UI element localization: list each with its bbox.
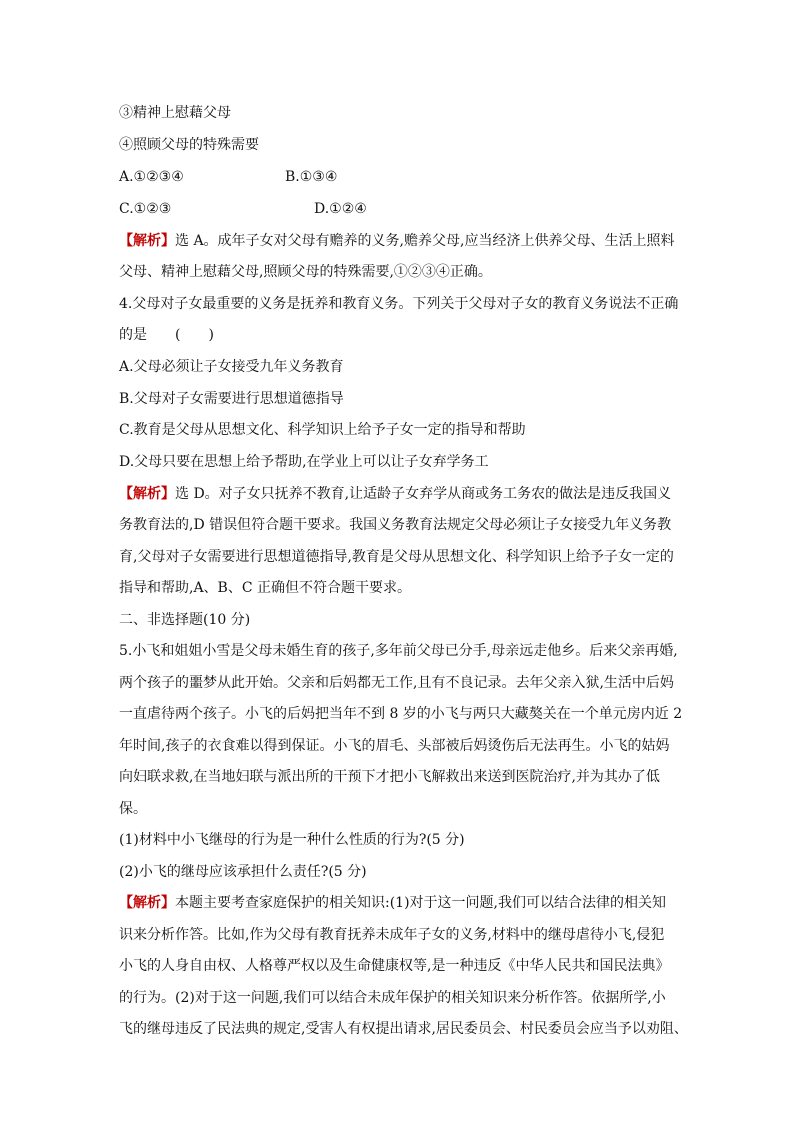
- section-2-heading: 二、非选择题(10 分): [119, 612, 251, 628]
- q5-sub-question-1: (1)材料中小飞继母的行为是一种什么性质的行为?(5 分): [119, 832, 465, 848]
- q5-stem-line-4: 年时间,孩子的衣食难以得到保证。小飞的眉毛、头部被后妈烫伤后无法再生。小飞的姑妈: [119, 738, 670, 754]
- q5-stem-line-1: 5.小飞和姐姐小雪是父母未婚生育的孩子,多年前父母已分手,母亲远走他乡。后来父亲再婚,: [119, 643, 678, 659]
- q5-stem-line-5: 向妇联求救,在当地妇联与派出所的干预下才把小飞解救出来送到医院治疗,并为其办了低: [119, 769, 660, 785]
- q5-stem-line-6: 保。: [119, 801, 147, 817]
- q4-analysis-tag: 【解析】: [119, 486, 175, 502]
- q4-analysis-line-3: 育,父母对子女需要进行思想道德指导,教育是父母从思想文化、科学知识上给予子女一定的: [119, 549, 674, 565]
- q3-analysis-tag: 【解析】: [119, 233, 175, 249]
- q4-option-d: D.父母只要在思想上给予帮助,在学业上可以让子女弃学务工: [119, 454, 489, 470]
- q3-analysis-line-1: 【解析】选 A。成年子女对父母有赡养的义务,赡养父母,应当经济上供养父母、生活上照料: [119, 233, 675, 249]
- q3-option-d: D.①②④: [314, 201, 367, 217]
- q4-analysis-line-2: 务教育法的,D 错误但符合题干要求。我国义务教育法规定父母必须让子女接受九年义务教: [119, 517, 672, 533]
- q4-analysis-line-1: 【解析】选 D。对子女只抚养不教育,让适龄子女弃学从商或务工务农的做法是违反我国义: [119, 486, 672, 502]
- q5-analysis-line-1: 【解析】本题主要考查家庭保护的相关知识:(1)对于这一问题,我们可以结合法律的相关知: [119, 895, 666, 911]
- q3-option-c: C.①②③: [119, 201, 172, 217]
- q4-option-a: A.父母必须让子女接受九年义务教育: [119, 359, 344, 375]
- q4-stem-line-2: 的是 ( ): [119, 327, 214, 343]
- q3-option-b: B.①③④: [285, 169, 338, 185]
- q4-option-c: C.教育是父母从思想文化、科学知识上给予子女一定的指导和帮助: [119, 422, 526, 438]
- q4-option-b: B.父母对子女需要进行思想道德指导: [119, 391, 344, 407]
- q5-analysis-line-4: 的行为。(2)对于这一问题,我们可以结合未成年保护的相关知识来分析作答。依据所学,小: [119, 990, 666, 1006]
- q3-options-row-2: [119, 199, 679, 219]
- q3-item-4: ④照顾父母的特殊需要: [119, 137, 259, 153]
- q4-analysis-line-4: 指导和帮助,A、B、C 正确但不符合题干要求。: [119, 580, 412, 596]
- q5-analysis-line-3: 小飞的人身自由权、人格尊严权以及生命健康权等,是一种违反《中华人民共和国民法典》: [119, 958, 670, 974]
- q5-analysis-line-2: 识来分析作答。比如,作为父母有教育抚养未成年子女的义务,材料中的继母虐待小飞,侵犯: [119, 927, 665, 943]
- q5-analysis-tag: 【解析】: [119, 895, 175, 911]
- q3-analysis-line-2: 父母、精神上慰藉父母,照顾父母的特殊需要,①②③④正确。: [119, 264, 492, 280]
- q5-analysis-line-5: 飞的继母违反了民法典的规定,受害人有权提出请求,居民委员会、村民委员会应当予以劝阻、: [119, 1021, 688, 1037]
- q4-stem-line-1: 4.父母对子女最重要的义务是抚养和教育义务。下列关于父母对子女的教育义务说法不正确: [119, 296, 679, 312]
- q5-stem-line-3: 一直虐待两个孩子。小飞的后妈把当年不到 8 岁的小飞与两只大藏獒关在一个单元房内近 2: [119, 706, 683, 722]
- q3-item-3: ③精神上慰藉父母: [119, 105, 231, 121]
- q3-option-a: A.①②③④: [119, 169, 184, 185]
- q5-sub-question-2: (2)小飞的继母应该承担什么责任?(5 分): [119, 864, 367, 880]
- q3-options-row-1: [119, 167, 679, 187]
- q5-stem-line-2: 两个孩子的噩梦从此开始。父亲和后妈都无工作,且有不良记录。去年父亲入狱,生活中后妈: [119, 675, 674, 691]
